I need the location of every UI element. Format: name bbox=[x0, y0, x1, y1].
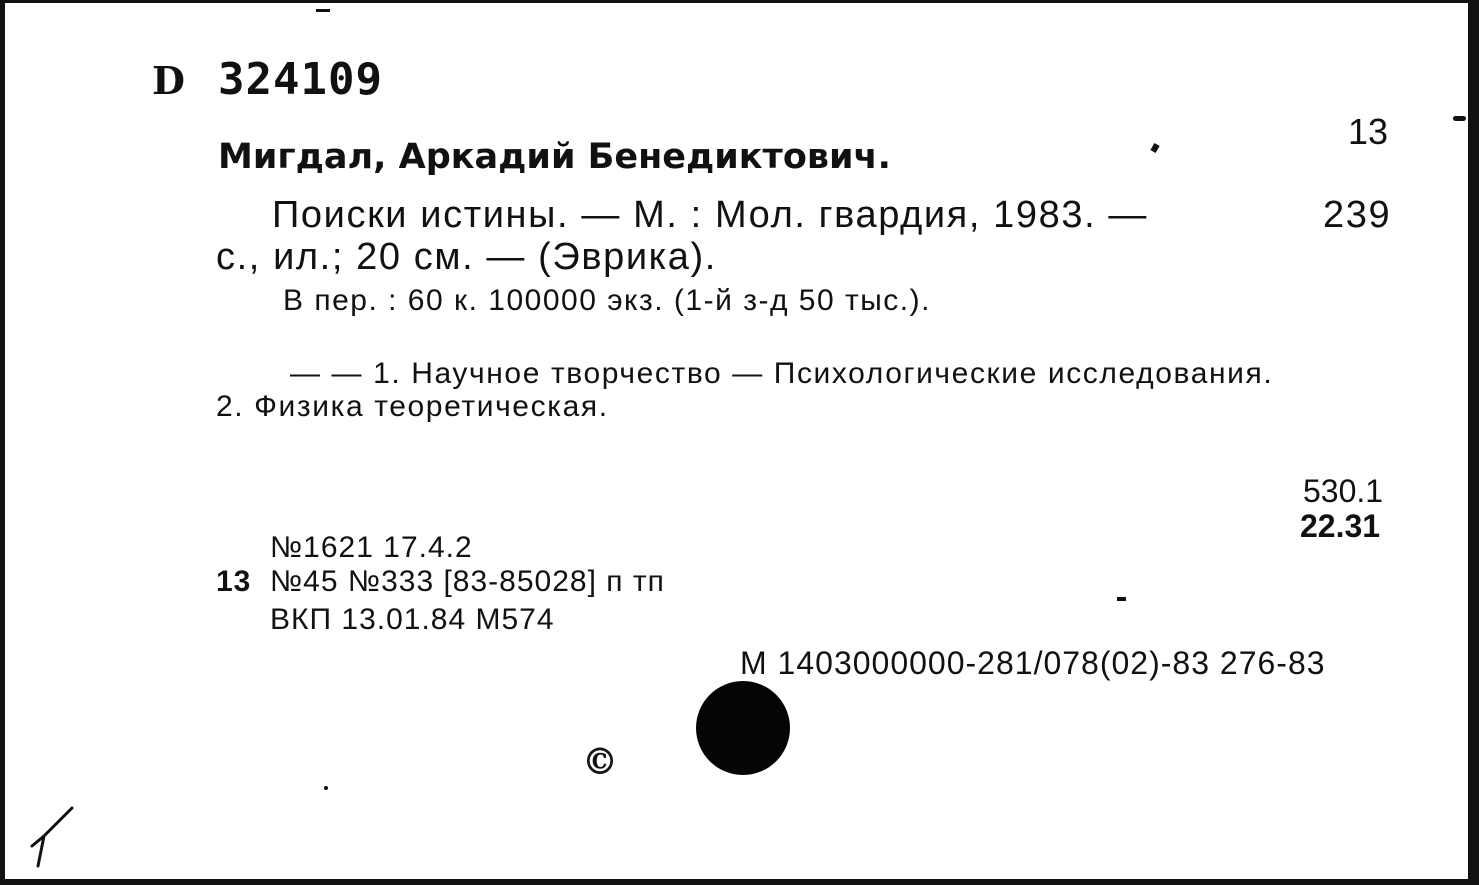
tech-line-1: №1621 17.4.2 bbox=[270, 531, 473, 564]
card-border-left bbox=[0, 0, 5, 885]
tech-line-3: ВКП 13.01.84 М574 bbox=[270, 603, 555, 636]
subjects-line-2: 2. Физика теоретическая. bbox=[216, 390, 609, 423]
title-line-1: Поиски истины. — М. : Мол. гвардия, 1983. — bbox=[272, 194, 1149, 236]
tech-line-2-prefix: 13 bbox=[216, 565, 252, 598]
call-number: 324109 bbox=[218, 54, 383, 105]
ink-speck bbox=[316, 9, 330, 12]
handwritten-one-icon bbox=[28, 806, 76, 872]
copyright-mark: © bbox=[582, 741, 618, 783]
isbn-line: М 1403000000-281/078(02)-83 276-83 bbox=[740, 645, 1326, 681]
card-border-bottom bbox=[0, 879, 1479, 885]
call-number-letter: D bbox=[152, 58, 185, 103]
title-line-1-end: 239 bbox=[1323, 194, 1392, 236]
author-heading: Мигдал, Аркадий Бенедиктович. bbox=[218, 137, 891, 177]
ink-speck bbox=[1117, 597, 1126, 601]
udc-index: 530.1 bbox=[1303, 473, 1384, 509]
tech-line-2: №45 №333 [83-85028] п тп bbox=[270, 565, 665, 598]
subjects-line-1: — — 1. Научное творчество — Психологические исследования. bbox=[290, 357, 1274, 390]
card-border-right bbox=[1468, 0, 1479, 885]
card-border-top bbox=[0, 0, 1479, 3]
bbk-index: 22.31 bbox=[1300, 508, 1381, 544]
punch-hole-icon bbox=[696, 681, 790, 775]
page-count-mark: 13 bbox=[1348, 111, 1389, 152]
ink-speck bbox=[1453, 116, 1466, 121]
ink-speck bbox=[1150, 143, 1159, 153]
title-line-2: с., ил.; 20 см. — (Эврика). bbox=[216, 236, 717, 278]
price-line: В пер. : 60 к. 100000 экз. (1-й з-д 50 тыс.). bbox=[283, 284, 931, 317]
ink-speck bbox=[324, 786, 328, 790]
